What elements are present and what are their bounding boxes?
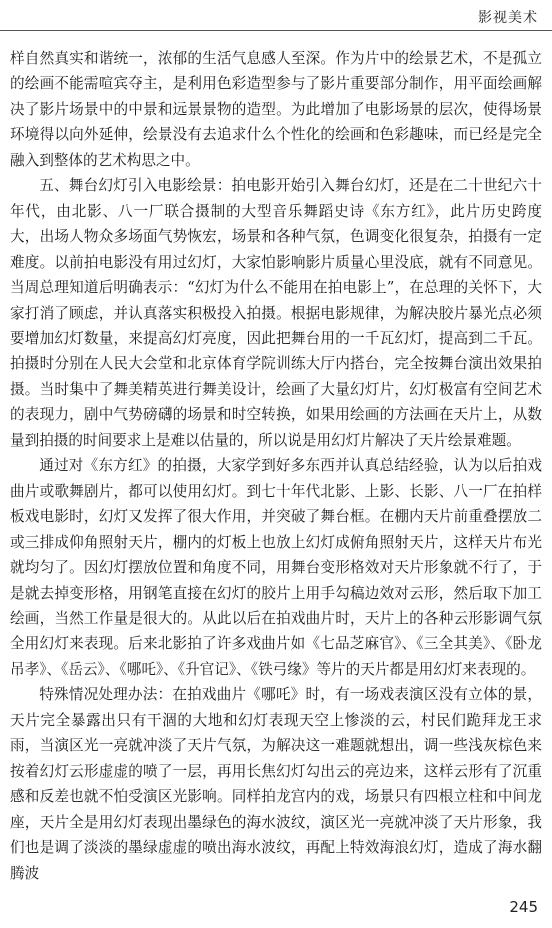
paragraph-special-cases: 特殊情况处理办法：在拍戏曲片《哪吒》时，有一场戏表演区没有立体的景，天片完全暴露出只有干涸的大地和幻灯表现天空上惨淡的云，村民们跪拜龙王求雨，当演区光一亮就冲淡了天片气氛，为解决这一难题就想出，调一些浅灰棕色来按着幻灯云形虚虚的喷了一层，再用长焦幻灯勾出云的亮边来，这样云形有了沉重感和反差也就不怕受演区光影响。同样拍龙宫内的戏，场景只有四根立柱和中间龙座，天片全是用幻灯表现出墨绿色的海水波纹，演区光一亮就冲淡了天片形象，我们也是调了淡淡的墨绿虚虚的喷出海水波纹，再配上特效海浪幻灯，造成了海水翻腾波 [10, 686, 542, 882]
paragraph-stage-slides: 五、舞台幻灯引入电影绘景：拍电影开始引入舞台幻灯，还是在二十世纪六十年代，由北影、八一厂联合摄制的大型音乐舞蹈史诗《东方红》，此片历史跨度大，出场人物众多场面气势恢宏，场景和各种气氛，色调变化很复杂，拍摄有一定难度。以前拍电影没有用过幻灯，大家怕影响影片质量心里没底，就有不同意见。当周总理知道后明确表示：“幻灯为什么不能用在拍电影上”，在总理的关怀下，大家打消了顾虑，并认真落实积极投入拍摄。根据电影规律，为解决胶片暴光点必须要增加幻灯数量，来提高幻灯亮度，因此把舞台用的一千瓦幻灯，提高到二千瓦。拍摄时分别在人民大会堂和北京体育学院训练大厅内搭台，完全按舞台演出效果拍摄。当时集中了舞美精英进行舞美设计，绘画了大量幻灯片，幻灯极富有空间艺术的表现力，剧中气势磅礴的场景和时空转换，如果用绘画的方法画在天片上，从数量到拍摄的时间要求上是难以估量的，所以说是用幻灯片解决了天片绘景难题。 [10, 177, 542, 449]
paragraph-continuation: 样自然真实和谐统一，浓郁的生活气息感人至深。作为片中的绘景艺术，不是孤立的绘画不能需喧宾夺主，是利用色彩造型参与了影片重要部分制作，用平面绘画解决了影片场景中的中景和远景景物的造型。为此增加了电影场景的层次，使得场景环境得以向外延伸，绘景没有去追求什么个性化的绘画和色彩趣味，而已经是完全融入到整体的艺术构思之中。 [10, 50, 542, 169]
header-title: 影视美术 [478, 10, 538, 26]
paragraph-dongfanghong-experience: 通过对《东方红》的拍摄，大家学到好多东西并认真总结经验，认为以后拍戏曲片或歌舞剧片，都可以使用幻灯。到七十年代北影、上影、长影、八一厂在拍样板戏电影时，幻灯又发挥了很大作用，并突破了舞台框。在棚内天片前重叠摆放二或三排成仰角照射天片，棚内的灯板上也放上幻灯成俯角照射天片，这样天片布光就均匀了。因幻灯摆放位置和角度不同，用舞台变形格效对天片形象就不行了，于是就去掉变形格，用钢笔直接在幻灯的胶片上用手勾稿边效对云形，然后取下加工绘画，当然工作量是很大的。从此以后在拍戏曲片时，天片上的各种云形影调气氛全用幻灯来表现。后来北影拍了许多戏曲片如《七品芝麻官》、《三全其美》、《卧龙吊孝》、《岳云》、《哪吒》、《升官记》、《铁弓缘》等片的天片都是用幻灯来表现的。 [10, 457, 542, 678]
body-text [10, 46, 542, 886]
page-number: 245 [509, 898, 538, 916]
running-header [0, 0, 552, 31]
